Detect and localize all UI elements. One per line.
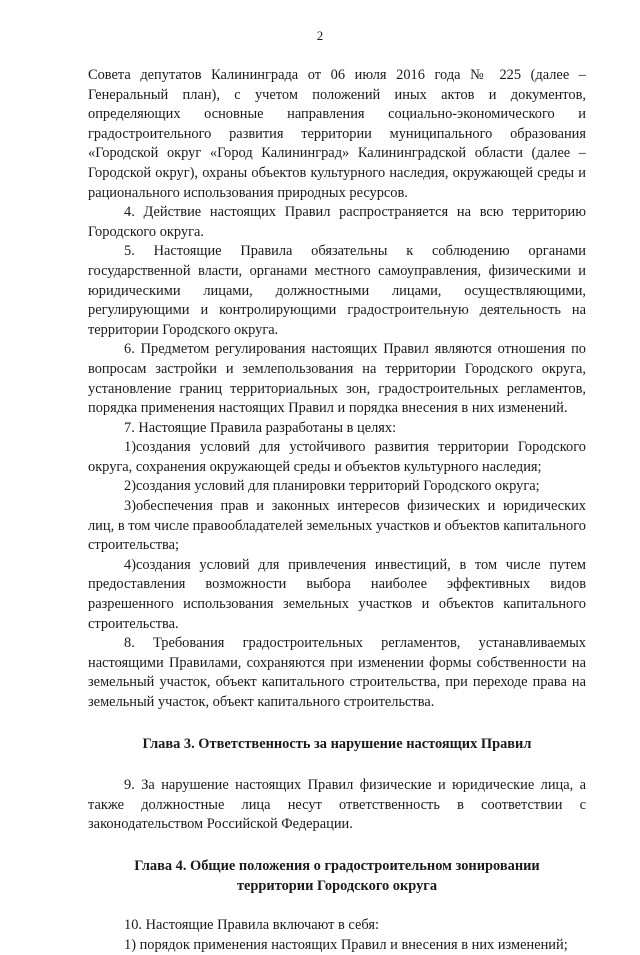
- chapter-4-heading-line-2: территории Городского округа: [236, 877, 438, 894]
- chapter-4-heading-line-1: Глава 4. Общие положения о градостроительном зонировании: [134, 857, 540, 874]
- paragraph-8: 8. Требования градостроительных регламентов, устанавливаемых настоящими Правилами, сохраняются при изменении формы собственности на земельный участок, объект капитального строительства, при переходе права на земельный участок, объект капитального строительства.: [88, 635, 586, 710]
- paragraph-6: 6. Предметом регулирования настоящих Правил являются отношения по вопросам застройки и землепользования на территории Городского округа, установление границ территориальных зон, градостроительных регламентов, порядка применения настоящих Правил и порядка внесения в них изменений.: [88, 341, 586, 417]
- paragraph-3-continuation: Совета депутатов Калининграда от 06 июля 2016 года № 225 (далее – Генеральный план), с учетом положений иных актов и документов, определяющих основные направления социально-экономического и градостроительного развития территории муниципального образования «Городской округ «Город Калининград» Калининградской области (далее – Городской округ), охраны объектов культурного наследия, окружающей среды и рационального использования природных ресурсов.: [88, 67, 586, 201]
- paragraph-10-item-1: 1) порядок применения настоящих Правил и внесения в них изменений;: [124, 936, 568, 953]
- paragraph-9: 9. За нарушение настоящих Правил физические и юридические лица, а также должностные лица несут ответственность в соответствии с законодательством Российской Федерации.: [88, 777, 586, 833]
- paragraph-7: 7. Настоящие Правила разработаны в целях:: [124, 419, 397, 436]
- chapter-3-heading: Глава 3. Ответственность за нарушение настоящих Правил: [142, 735, 532, 752]
- paragraph-7-item-4: 4)создания условий для привлечения инвестиций, в том числе путем предоставления возможности выбора наиболее эффективных видов разрешенного использования земельных участков и объектов капитального строительства.: [88, 556, 586, 632]
- paragraph-7-item-2: 2)создания условий для планировки территорий Городского округа;: [124, 478, 540, 495]
- document-body: [88, 66, 586, 955]
- paragraph-5: 5. Настоящие Правила обязательны к соблюдению органами государственной власти, органами местного самоуправления, физическими и юридическими лицами, должностными лицами, осуществляющими, регулирующими и контролирующими градостроительную деятельность на территории Городского округа.: [88, 243, 586, 338]
- page-number: 2: [316, 28, 324, 43]
- chapter-4-heading: [88, 857, 586, 896]
- paragraph-10: 10. Настоящие Правила включают в себя:: [124, 917, 379, 934]
- paragraph-7-item-1: 1)создания условий для устойчивого развития территории Городского округа, сохранения окружающей среды и объектов культурного наследия;: [88, 439, 586, 475]
- paragraph-4: 4. Действие настоящих Правил распространяется на всю территорию Городского округа.: [88, 204, 586, 240]
- paragraph-7-item-3: 3)обеспечения прав и законных интересов физических и юридических лиц, в том числе правообладателей земельных участков и объектов капитального строительства;: [88, 498, 586, 554]
